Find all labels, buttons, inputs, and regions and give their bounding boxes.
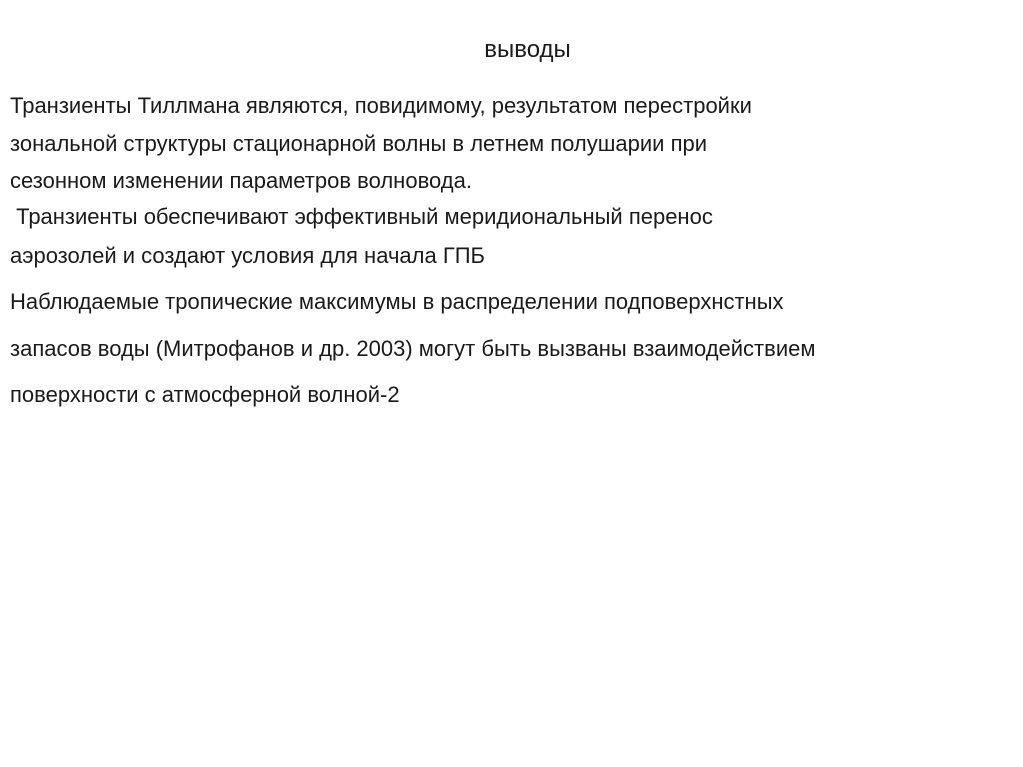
text-line-8: поверхности с атмосферной волной-2 — [10, 382, 400, 407]
text-line-3: сезонном изменении параметров волновода. — [10, 168, 472, 193]
text-line-1: Транзиенты Тиллмана являются, повидимому, результатом перестройки — [10, 93, 752, 118]
text-line-2: зональной структуры стационарной волны в летнем полушарии при — [10, 131, 708, 156]
slide-title: выводы — [484, 36, 571, 63]
text-line-4: Транзиенты обеспечивают эффективный меридиональный перенос — [10, 204, 713, 229]
text-line-5: аэрозолей и создают условия для начала ГПБ — [10, 243, 485, 268]
text-line-7: запасов воды (Митрофанов и др. 2003) могут быть вызваны взаимодействием — [10, 336, 816, 361]
text-line-6: Наблюдаемые тропические максимумы в распределении подповерхнстных — [10, 289, 784, 314]
